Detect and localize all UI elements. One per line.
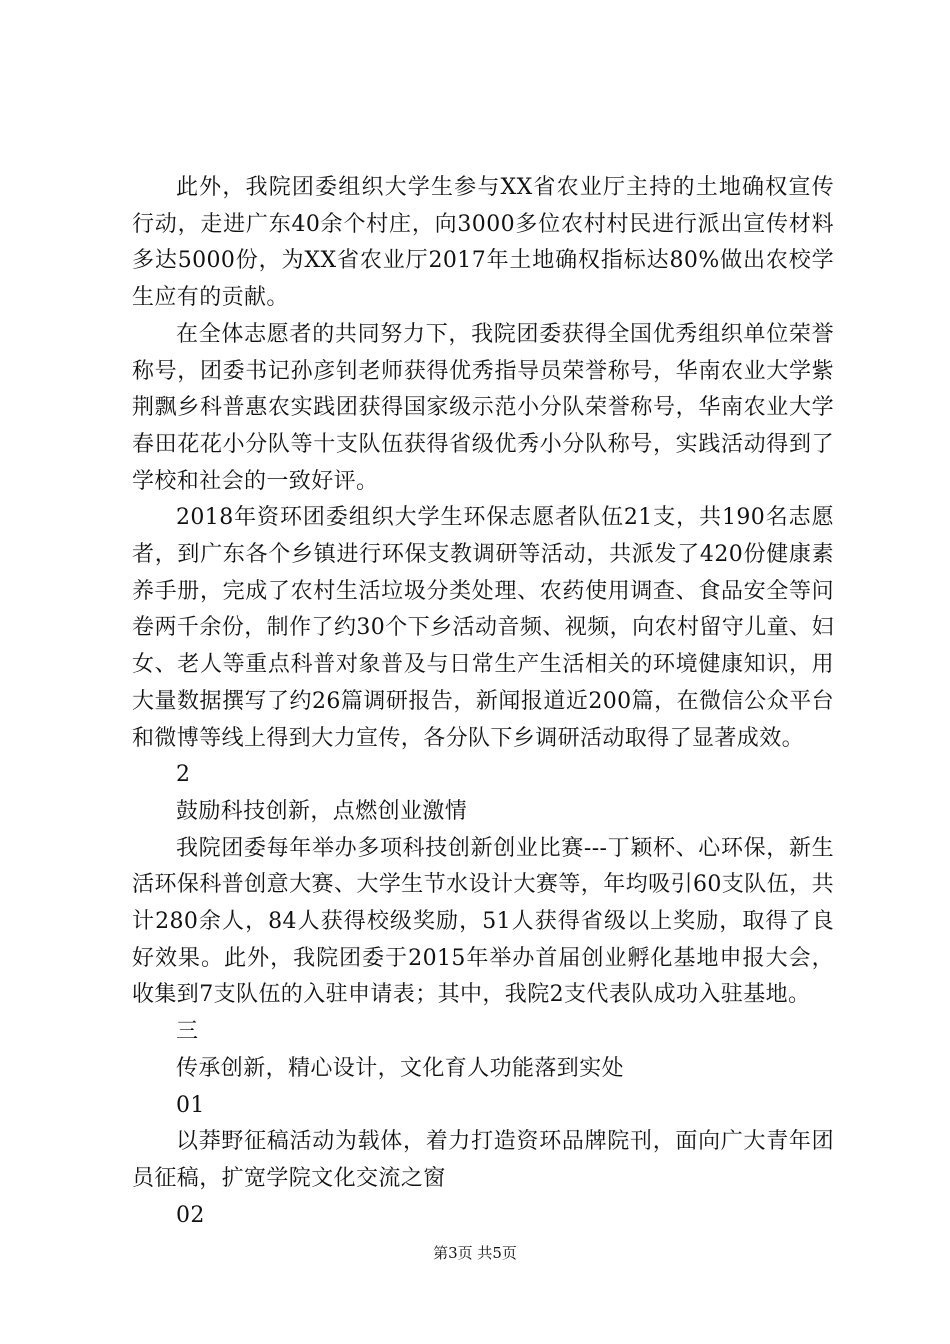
- section-heading-innovation: 鼓励科技创新，点燃创业激情: [176, 798, 468, 824]
- page-footer: 第3页 共5页: [433, 1244, 517, 1262]
- paragraph-journal-submissions: 以莽野征稿活动为载体，着力打造资环品牌院刊，面向广大青年团员征稿，扩宽学院文化交流之窗: [132, 1129, 834, 1191]
- paragraph-innovation-competitions: 我院团委每年举办多项科技创新创业比赛---丁颖杯、心环保，新生活环保科普创意大赛、大学生节水设计大赛等，年均吸引60支队伍，共计280余人，84人获得校级奖励，51人获得省级以上奖励，取得了良好效果。此外，我院团委于2015年举办首届创业孵化基地申报大会，收集到7支队伍的入驻申请表；其中，我院2支代表队成功入驻基地。: [132, 835, 834, 1008]
- item-number-02: 02: [176, 1202, 205, 1228]
- section-heading-culture: 传承创新，精心设计，文化育人功能落到实处: [176, 1055, 625, 1081]
- paragraph-land-rights-campaign: 此外，我院团委组织大学生参与XX省农业厅主持的土地确权宣传行动，走进广东40余个村庄，向3000多位农村村民进行派出宣传材料多达5000份，为XX省农业厅2017年土地确权指标达80%做出农校学生应有的贡献。: [132, 175, 834, 311]
- item-number-01: 01: [176, 1092, 205, 1118]
- paragraph-volunteer-honors: 在全体志愿者的共同努力下，我院团委获得全国优秀组织单位荣誉称号，团委书记孙彦钊老师获得优秀指导员荣誉称号，华南农业大学紫荆飘乡科普惠农实践团获得国家级示范小分队荣誉称号，华南农业大学春田花花小分队等十支队伍获得省级优秀小分队称号，实践活动得到了学校和社会的一致好评。: [132, 321, 834, 494]
- section-number-2: 2: [176, 762, 191, 788]
- document-body: [132, 170, 834, 1234]
- section-number-3: 三: [176, 1019, 199, 1045]
- paragraph-2018-environment-volunteers: 2018年资环团委组织大学生环保志愿者队伍21支，共190名志愿者，到广东各个乡镇进行环保支教调研等活动，共派发了420份健康素养手册，完成了农村生活垃圾分类处理、农药使用调查、食品安全等问卷两千余份，制作了约30个下乡活动音频、视频，向农村留守儿童、妇女、老人等重点科普对象普及与日常生产生活相关的环境健康知识，用大量数据撰写了约26篇调研报告，新闻报道近200篇，在微信公众平台和微博等线上得到大力宣传，各分队下乡调研活动取得了显著成效。: [132, 505, 834, 751]
